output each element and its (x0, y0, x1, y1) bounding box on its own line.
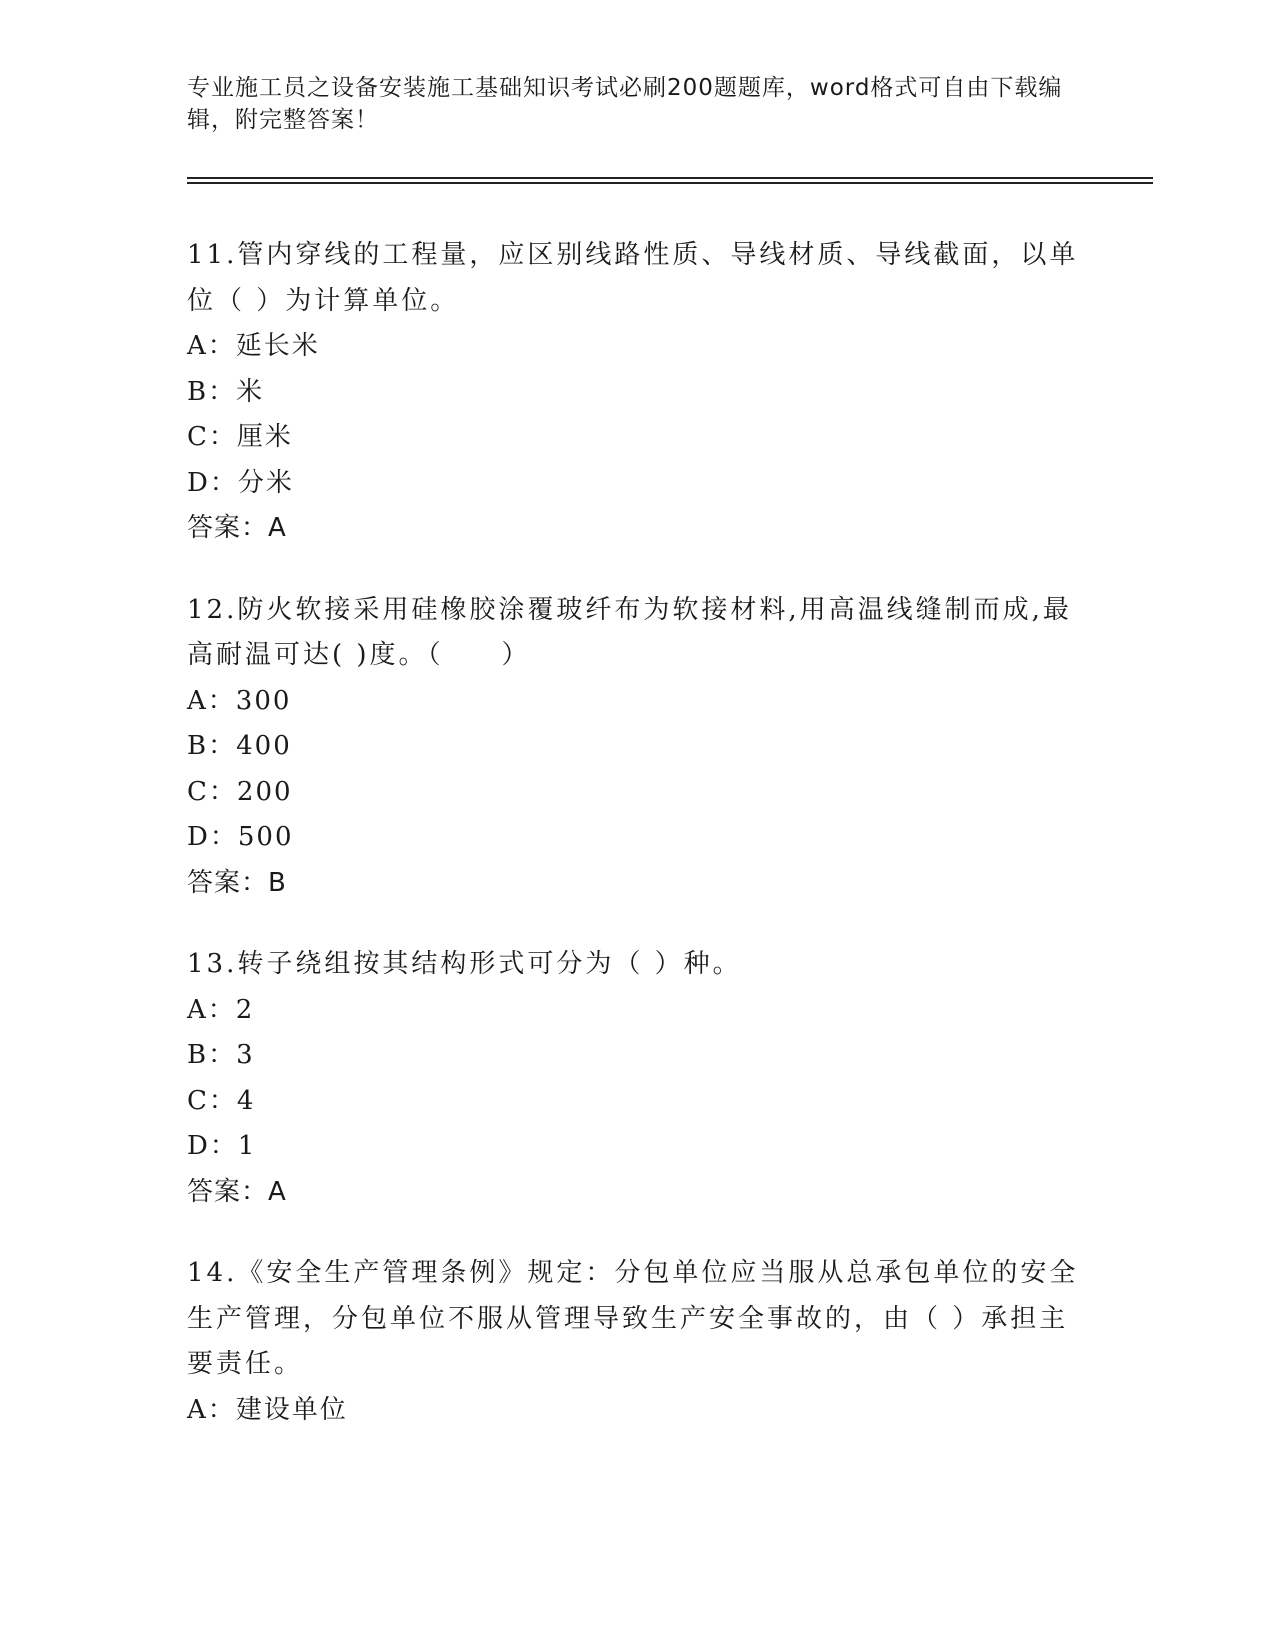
option-text: 厘米 (236, 422, 293, 452)
option-text: 400 (236, 731, 292, 761)
option-a (187, 1388, 1087, 1434)
answer-line: 答案：A (187, 1176, 287, 1207)
option-d (187, 461, 1087, 507)
question-14 (187, 1251, 1087, 1433)
option-key: A： (187, 685, 236, 716)
option-key: D： (187, 1131, 238, 1161)
option-key: D： (187, 467, 238, 498)
option-d (187, 815, 1087, 861)
option-c (187, 770, 1087, 816)
option-key: D： (187, 822, 238, 852)
option-key: A： (187, 994, 236, 1025)
option-key: C： (187, 422, 237, 452)
option-text: 200 (236, 776, 293, 807)
option-a (187, 988, 1087, 1034)
answer-line: 答案：B (187, 867, 287, 898)
option-key: C： (187, 1085, 237, 1116)
option-text: 4 (236, 1085, 256, 1116)
option-text: 米 (236, 376, 265, 407)
option-key: B： (187, 731, 237, 761)
option-a (187, 679, 1087, 725)
option-key: B： (187, 1040, 237, 1070)
option-text: 1 (237, 1131, 257, 1161)
option-text: 2 (235, 994, 255, 1025)
option-text: 延长米 (235, 331, 320, 361)
option-key: A： (187, 1394, 236, 1425)
option-text: 500 (237, 822, 294, 852)
option-key: A： (187, 331, 236, 361)
question-stem: 12.防火软接采用硅橡胶涂覆玻纤布为软接材料,用高温线缝制而成,最高耐温可达( )度。（ ） (187, 594, 1072, 670)
option-b (187, 1033, 1087, 1079)
answer-line: 答案：A (187, 513, 287, 543)
question-12 (187, 588, 1087, 907)
option-c (187, 415, 1087, 461)
option-d (187, 1124, 1087, 1170)
question-11 (187, 233, 1087, 552)
option-key: C： (187, 776, 237, 807)
option-c (187, 1079, 1087, 1125)
question-stem: 13.转子绕组按其结构形式可分为（ ）种。 (187, 949, 742, 979)
question-13 (187, 942, 1087, 1215)
question-stem: 14.《安全生产管理条例》规定：分包单位应当服从总承包单位的安全生产管理，分包单位不服从管理导致生产安全事故的，由（ ）承担主要责任。 (187, 1258, 1079, 1379)
question-list (187, 233, 1087, 1469)
document-header-title: 专业施工员之设备安装施工基础知识考试必刷200题题库，word格式可自由下载编辑，附完整答案！ (187, 75, 1063, 133)
question-stem: 11.管内穿线的工程量，应区别线路性质、导线材质、导线截面，以单位（ ）为计算单位。 (187, 240, 1079, 316)
option-text: 分米 (237, 467, 294, 498)
option-b (187, 724, 1087, 770)
option-text: 300 (235, 685, 292, 716)
option-b (187, 370, 1087, 416)
option-text: 3 (236, 1040, 255, 1070)
option-a (187, 324, 1087, 370)
header-divider-top (187, 177, 1153, 179)
header-divider-bottom (187, 182, 1153, 184)
option-key: B： (187, 376, 237, 407)
option-text: 建设单位 (235, 1394, 348, 1425)
